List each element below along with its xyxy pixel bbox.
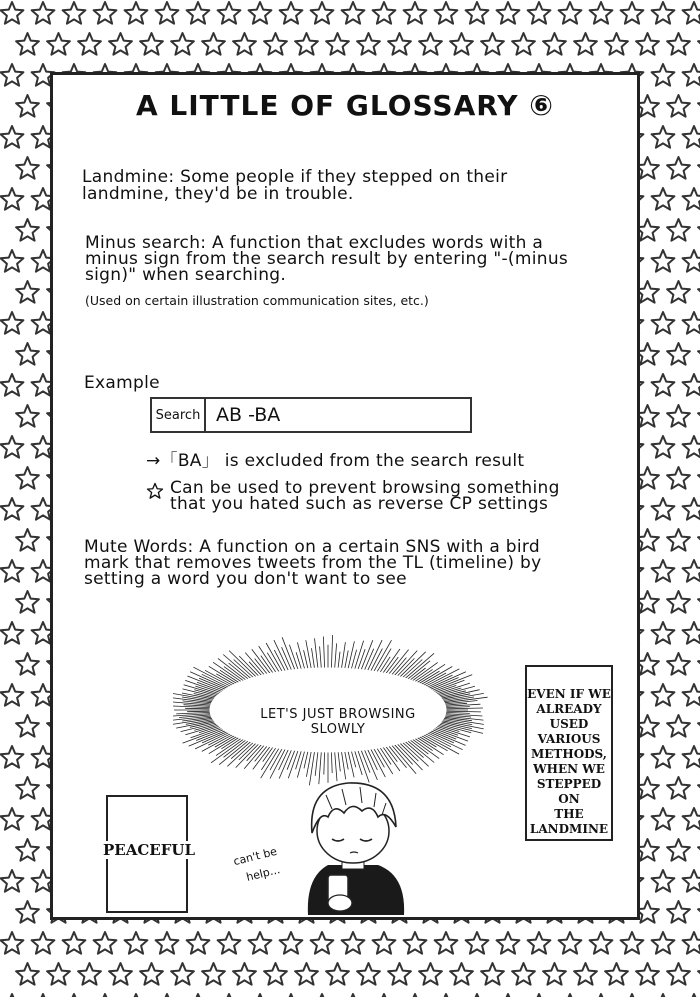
- star-decoration-icon: [202, 33, 225, 55]
- star-decoration-icon: [311, 932, 334, 954]
- star-decoration-icon: [450, 33, 473, 55]
- star-decoration-icon: [1, 498, 24, 520]
- star-decoration-icon: [652, 64, 675, 86]
- result-line: →「BA」 is excluded from the search result: [146, 451, 525, 471]
- star-note-line-1: Can be used to prevent browsing something: [170, 478, 560, 498]
- mute-words-line-2: mark that removes tweets from the TL (timeline) by: [84, 553, 542, 573]
- star-decoration-icon: [652, 250, 675, 272]
- star-decoration-icon: [574, 33, 597, 55]
- star-decoration-icon: [16, 405, 39, 427]
- star-decoration-icon: [683, 2, 700, 24]
- star-decoration-icon: [667, 157, 690, 179]
- narration-right-line: VARIOUS: [537, 732, 601, 746]
- star-decoration-icon: [667, 715, 690, 737]
- star-decoration-icon: [652, 870, 675, 892]
- star-decoration-icon: [295, 963, 318, 985]
- star-decoration-icon: [140, 33, 163, 55]
- star-decoration-icon: [574, 963, 597, 985]
- star-decoration-icon: [1, 2, 24, 24]
- star-decoration-icon: [47, 963, 70, 985]
- star-decoration-icon: [683, 870, 700, 892]
- star-decoration-icon: [1, 560, 24, 582]
- example-search-box: [150, 397, 472, 433]
- star-decoration-icon: [543, 33, 566, 55]
- star-decoration-icon: [32, 932, 55, 954]
- narration-right-line: METHODS,: [531, 747, 607, 761]
- star-decoration-icon: [543, 963, 566, 985]
- star-decoration-icon: [1, 64, 24, 86]
- star-decoration-icon: [78, 963, 101, 985]
- star-decoration-icon: [667, 901, 690, 923]
- landmine-line-1: Landmine: Some people if they stepped on their: [82, 167, 508, 187]
- star-decoration-icon: [652, 932, 675, 954]
- star-decoration-icon: [1, 684, 24, 706]
- star-decoration-icon: [280, 2, 303, 24]
- star-decoration-icon: [667, 33, 690, 55]
- mute-words-line-3: setting a word you don't want to see: [84, 569, 407, 589]
- star-decoration-icon: [63, 2, 86, 24]
- star-decoration-icon: [16, 963, 39, 985]
- star-decoration-icon: [667, 591, 690, 613]
- star-decoration-icon: [16, 839, 39, 861]
- star-bullet-icon: [146, 482, 164, 500]
- minus-search-line-1: Minus search: A function that excludes words with a: [85, 233, 544, 253]
- star-decoration-icon: [683, 932, 700, 954]
- star-decoration-icon: [16, 467, 39, 489]
- star-decoration-icon: [125, 2, 148, 24]
- star-decoration-icon: [683, 64, 700, 86]
- star-decoration-icon: [667, 343, 690, 365]
- star-decoration-icon: [667, 281, 690, 303]
- star-decoration-icon: [667, 405, 690, 427]
- star-decoration-icon: [466, 932, 489, 954]
- star-decoration-icon: [497, 2, 520, 24]
- star-decoration-icon: [652, 126, 675, 148]
- star-decoration-icon: [404, 2, 427, 24]
- star-decoration-icon: [652, 622, 675, 644]
- star-decoration-icon: [652, 436, 675, 458]
- star-decoration-icon: [559, 932, 582, 954]
- scribble-line-1: can't be: [232, 844, 279, 869]
- star-decoration-icon: [218, 932, 241, 954]
- star-decoration-icon: [1, 870, 24, 892]
- star-decoration-icon: [683, 622, 700, 644]
- star-decoration-icon: [94, 2, 117, 24]
- example-label: Example: [84, 373, 160, 393]
- star-decoration-icon: [16, 281, 39, 303]
- star-decoration-icon: [683, 746, 700, 768]
- star-decoration-icon: [16, 715, 39, 737]
- star-decoration-icon: [125, 932, 148, 954]
- star-decoration-icon: [1, 436, 24, 458]
- narration-right-line: USED: [549, 717, 589, 731]
- star-decoration-icon: [528, 932, 551, 954]
- star-decoration-icon: [171, 963, 194, 985]
- star-decoration-icon: [16, 95, 39, 117]
- peaceful-label: PEACEFUL: [97, 841, 201, 859]
- minus-search-note: (Used on certain illustration communication sites, etc.): [85, 293, 429, 308]
- narration-right-line: THE: [554, 807, 584, 821]
- star-decoration-icon: [652, 808, 675, 830]
- star-decoration-icon: [249, 2, 272, 24]
- star-decoration-icon: [16, 343, 39, 365]
- star-decoration-icon: [667, 95, 690, 117]
- star-decoration-icon: [373, 932, 396, 954]
- star-decoration-icon: [621, 932, 644, 954]
- star-decoration-icon: [357, 963, 380, 985]
- star-decoration-icon: [388, 963, 411, 985]
- star-decoration-icon: [481, 963, 504, 985]
- star-decoration-icon: [667, 219, 690, 241]
- star-decoration-icon: [156, 2, 179, 24]
- star-decoration-icon: [264, 963, 287, 985]
- star-decoration-icon: [233, 33, 256, 55]
- star-decoration-icon: [16, 591, 39, 613]
- star-decoration-icon: [636, 963, 659, 985]
- star-decoration-icon: [605, 963, 628, 985]
- star-note-line-2: that you hated such as reverse CP settings: [170, 494, 549, 514]
- narration-right-line: ALREADY: [536, 702, 602, 716]
- star-decoration-icon: [435, 932, 458, 954]
- star-decoration-icon: [683, 436, 700, 458]
- star-decoration-icon: [1, 622, 24, 644]
- star-decoration-icon: [652, 2, 675, 24]
- star-decoration-icon: [497, 932, 520, 954]
- minus-search-line-2: minus sign from the search result by entering "-(minus: [85, 249, 569, 269]
- star-decoration-icon: [16, 901, 39, 923]
- star-decoration-icon: [683, 188, 700, 210]
- star-decoration-icon: [311, 2, 334, 24]
- star-decoration-icon: [1, 808, 24, 830]
- balloon-line-1: LET'S JUST BROWSING: [260, 707, 416, 722]
- star-decoration-icon: [218, 2, 241, 24]
- mute-words-line-1: Mute Words: A function on a certain SNS with a bird: [84, 537, 541, 557]
- star-decoration-icon: [605, 33, 628, 55]
- star-decoration-icon: [373, 2, 396, 24]
- star-decoration-icon: [667, 653, 690, 675]
- star-decoration-icon: [404, 932, 427, 954]
- star-decoration-icon: [280, 932, 303, 954]
- star-decoration-icon: [590, 2, 613, 24]
- star-decoration-icon: [683, 808, 700, 830]
- star-decoration-icon: [652, 560, 675, 582]
- star-decoration-icon: [667, 777, 690, 799]
- star-decoration-icon: [233, 963, 256, 985]
- star-decoration-icon: [466, 2, 489, 24]
- star-decoration-icon: [63, 932, 86, 954]
- star-decoration-icon: [667, 529, 690, 551]
- star-decoration-icon: [590, 932, 613, 954]
- star-decoration-icon: [109, 963, 132, 985]
- star-decoration-icon: [109, 33, 132, 55]
- star-decoration-icon: [652, 746, 675, 768]
- star-decoration-icon: [326, 33, 349, 55]
- star-decoration-icon: [16, 219, 39, 241]
- star-decoration-icon: [16, 157, 39, 179]
- chibi-character-illustration: [268, 765, 438, 925]
- star-decoration-icon: [47, 33, 70, 55]
- star-decoration-icon: [683, 498, 700, 520]
- star-decoration-icon: [419, 963, 442, 985]
- minus-search-line-3: sign)" when searching.: [85, 265, 287, 285]
- star-decoration-icon: [683, 312, 700, 334]
- star-decoration-icon: [388, 33, 411, 55]
- star-decoration-icon: [683, 126, 700, 148]
- narration-box-right: [525, 665, 613, 841]
- balloon-line-2: SLOWLY: [310, 722, 366, 737]
- star-decoration-icon: [342, 2, 365, 24]
- narration-right-line: LANDMINE: [529, 822, 609, 836]
- star-decoration-icon: [1, 312, 24, 334]
- star-decoration-icon: [357, 33, 380, 55]
- star-decoration-icon: [342, 932, 365, 954]
- glossary-panel: [50, 72, 640, 920]
- star-decoration-icon: [450, 963, 473, 985]
- star-decoration-icon: [140, 963, 163, 985]
- star-decoration-icon: [171, 33, 194, 55]
- star-decoration-icon: [481, 33, 504, 55]
- star-decoration-icon: [16, 777, 39, 799]
- star-decoration-icon: [652, 374, 675, 396]
- star-decoration-icon: [559, 2, 582, 24]
- star-decoration-icon: [326, 963, 349, 985]
- star-decoration-icon: [16, 653, 39, 675]
- star-decoration-icon: [187, 2, 210, 24]
- star-decoration-icon: [667, 839, 690, 861]
- star-decoration-icon: [78, 33, 101, 55]
- star-decoration-icon: [16, 33, 39, 55]
- star-decoration-icon: [16, 529, 39, 551]
- landmine-line-2: landmine, they'd be in trouble.: [82, 184, 354, 204]
- star-decoration-icon: [683, 374, 700, 396]
- star-decoration-icon: [202, 963, 225, 985]
- star-decoration-icon: [528, 2, 551, 24]
- star-decoration-icon: [683, 684, 700, 706]
- star-decoration-icon: [512, 963, 535, 985]
- star-decoration-icon: [156, 932, 179, 954]
- star-decoration-icon: [652, 684, 675, 706]
- narration-right-line: WHEN WE: [533, 762, 605, 776]
- star-decoration-icon: [652, 498, 675, 520]
- star-decoration-icon: [1, 746, 24, 768]
- star-decoration-icon: [683, 560, 700, 582]
- star-decoration-icon: [419, 33, 442, 55]
- star-decoration-icon: [435, 2, 458, 24]
- star-decoration-icon: [652, 188, 675, 210]
- star-decoration-icon: [667, 467, 690, 489]
- star-decoration-icon: [667, 963, 690, 985]
- star-decoration-icon: [1, 250, 24, 272]
- star-decoration-icon: [94, 932, 117, 954]
- star-decoration-icon: [1, 374, 24, 396]
- star-decoration-icon: [652, 312, 675, 334]
- star-decoration-icon: [636, 33, 659, 55]
- search-value: AB -BA: [216, 404, 281, 426]
- narration-right-line: STEPPED ON: [536, 777, 602, 806]
- star-decoration-icon: [295, 33, 318, 55]
- search-label: Search: [152, 399, 206, 431]
- star-decoration-icon: [683, 250, 700, 272]
- star-decoration-icon: [264, 33, 287, 55]
- narration-right-line: EVEN IF WE: [527, 687, 611, 701]
- star-decoration-icon: [1, 188, 24, 210]
- star-decoration-icon: [1, 126, 24, 148]
- scribble-line-2: help...: [244, 863, 282, 884]
- star-decoration-icon: [1, 932, 24, 954]
- page-title: A LITTLE OF GLOSSARY ⑥: [135, 89, 555, 122]
- star-decoration-icon: [187, 932, 210, 954]
- star-decoration-icon: [621, 2, 644, 24]
- star-decoration-icon: [32, 2, 55, 24]
- star-decoration-icon: [249, 932, 272, 954]
- star-decoration-icon: [512, 33, 535, 55]
